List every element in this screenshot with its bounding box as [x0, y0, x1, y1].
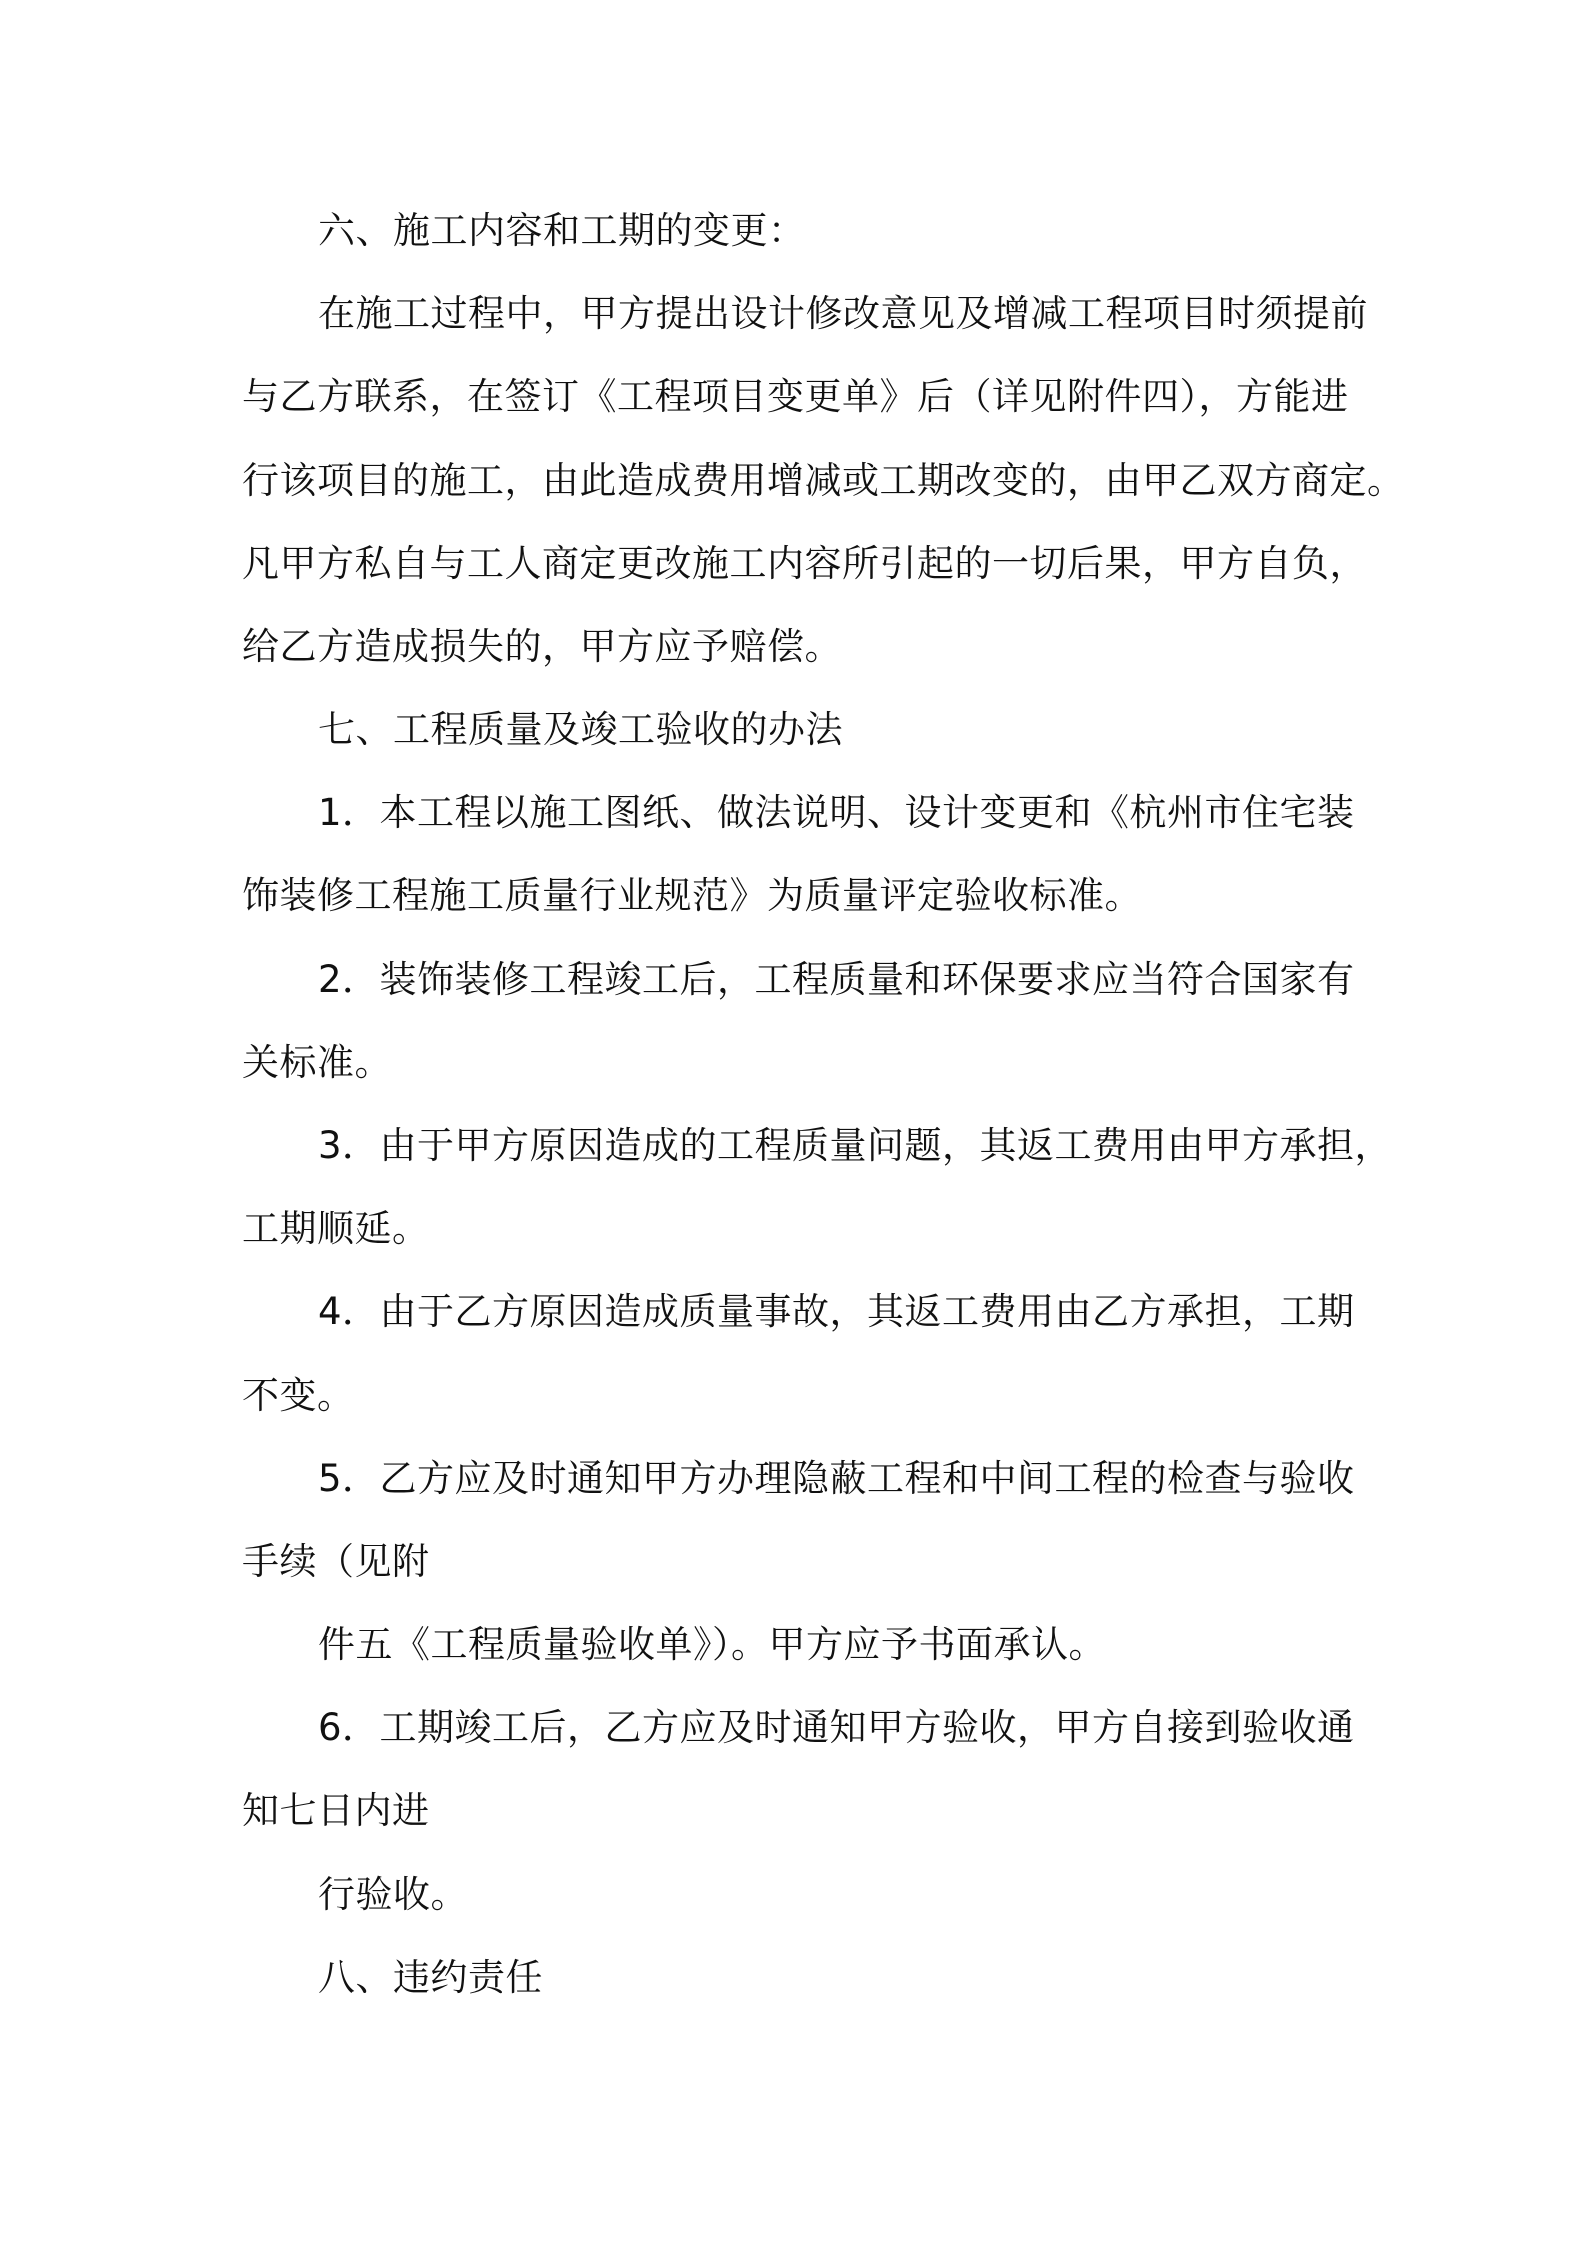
- paragraph-line: 行该项目的施工，由此造成费用增减或工期改变的，由甲乙双方商定。: [242, 459, 1405, 502]
- list-item-line: 3．由于甲方原因造成的工程质量问题，其返工费用由甲方承担，: [318, 1124, 1393, 1167]
- section-heading-seven: 七、工程质量及竣工验收的办法: [318, 708, 843, 751]
- list-item-line: 5．乙方应及时通知甲方办理隐蔽工程和中间工程的检查与验收: [318, 1457, 1355, 1500]
- list-item-line: 关标准。: [242, 1041, 392, 1084]
- paragraph-line: 与乙方联系，在签订《工程项目变更单》后（详见附件四），方能进: [242, 375, 1349, 418]
- list-item-line: 件五《工程质量验收单》）。甲方应予书面承认。: [318, 1623, 1106, 1666]
- list-item-line: 饰装修工程施工质量行业规范》为质量评定验收标准。: [242, 874, 1142, 917]
- list-item-line: 手续（见附: [242, 1540, 430, 1583]
- list-item-line: 6．工期竣工后，乙方应及时通知甲方验收，甲方自接到验收通: [318, 1706, 1355, 1749]
- paragraph-line: 凡甲方私自与工人商定更改施工内容所引起的一切后果，甲方自负，: [242, 542, 1367, 585]
- list-item-line: 2．装饰装修工程竣工后，工程质量和环保要求应当符合国家有: [318, 958, 1355, 1001]
- section-heading-eight: 八、违约责任: [318, 1956, 543, 1999]
- list-item-line: 行验收。: [318, 1873, 468, 1916]
- list-item-line: 不变。: [242, 1374, 355, 1417]
- list-item-line: 1．本工程以施工图纸、做法说明、设计变更和《杭州市住宅装: [318, 791, 1355, 834]
- list-item-line: 4．由于乙方原因造成质量事故，其返工费用由乙方承担，工期: [318, 1290, 1355, 1333]
- section-heading-six: 六、施工内容和工期的变更：: [318, 209, 806, 252]
- list-item-line: 知七日内进: [242, 1789, 430, 1832]
- list-item-line: 工期顺延。: [242, 1207, 430, 1250]
- paragraph-line: 在施工过程中，甲方提出设计修改意见及增减工程项目时须提前: [318, 292, 1368, 335]
- paragraph-line: 给乙方造成损失的，甲方应予赔偿。: [242, 625, 842, 668]
